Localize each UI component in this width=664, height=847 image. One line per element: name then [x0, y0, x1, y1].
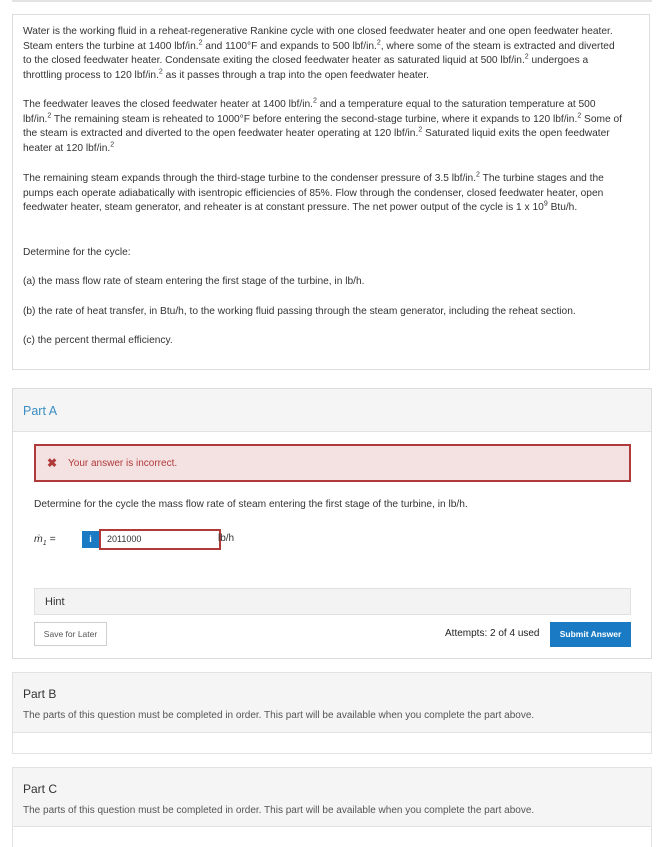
hint-label: Hint [45, 596, 65, 608]
top-divider [12, 0, 652, 2]
problem-statement [12, 14, 650, 370]
part-a-panel [12, 388, 652, 659]
part-c-panel [12, 767, 652, 847]
variable-label: ṁ$_1$ = [34, 533, 56, 548]
problem-paragraph-1: Water is the working fluid in a reheat-regenerative Rankine cycle with one closed feedwater heater and one open feedwater heater. Steam enters the turbine at 1400 lbf/in.$^2$ and 1100°F and expands to 500 lbf/in.$^2$, where some of the steam is extracted and diverted to the closed feedwater heater. Condensate exiting the closed feedwater heater as saturated liquid at 500 lbf/in.$^2$ undergoes a throttling process to 120 lbf/in.$^2$ as it passes through a trap into the open feedwater heater. [23, 26, 615, 81]
part-a-question: Determine for the cycle the mass flow rate of steam entering the first stage of the turbine, in lb/h. [34, 499, 468, 510]
error-x-icon: ✖ [47, 456, 58, 470]
part-b-footer [13, 732, 651, 753]
part-c-message: The parts of this question must be completed in order. This part will be available when you complete the part above. [23, 805, 535, 816]
save-for-later-button[interactable]: Save for Later [34, 622, 107, 646]
part-a-title: Part A [23, 404, 58, 418]
hint-bar[interactable] [34, 588, 631, 615]
part-b-panel [12, 672, 652, 754]
info-icon[interactable]: i [82, 531, 99, 548]
answer-input[interactable]: 2011000 [99, 529, 221, 550]
attempts-counter: Attempts: 2 of 4 used [445, 628, 540, 639]
determine-label: Determine for the cycle: [23, 247, 131, 258]
submit-answer-button[interactable]: Submit Answer [550, 622, 631, 647]
part-a-header[interactable] [13, 389, 651, 432]
part-c-title: Part C [23, 782, 58, 796]
problem-paragraph-3: The remaining steam expands through the third-stage turbine to the condenser pressure of 3.5 lbf/in.$^2$ The turbine stages and the pumps each operate adiabatically with isentropic efficiencies of 85%. Flow through the condenser, closed feedwater heater, open feedwater heater, steam generator, and reheater is at constant pressure. The net power output of the cycle is 1 x $10^9$ Btu/h. [23, 171, 604, 213]
error-message-box [34, 444, 631, 482]
problem-paragraph-2: The feedwater leaves the closed feedwater heater at 1400 lbf/in.$^2$ and a temperature equal to the saturation temperature at 500 lbf/in.$^2$ The remaining steam is reheated to 1000°F before entering the second-stage turbine, where it expands to 120 lbf/in.$^2$ Some of the steam is extracted and diverted to the open feedwater heater operating at 120 lbf/in.$^2$ Saturated liquid exits the open feedwater heater at 120 lbf/in.$^2$ [23, 97, 622, 154]
question-item-a: (a) the mass flow rate of steam entering the first stage of the turbine, in lb/h. [23, 276, 365, 287]
question-item-b: (b) the rate of heat transfer, in Btu/h, to the working fluid passing through the steam generator, including the reheat section. [23, 306, 576, 317]
error-message: Your answer is incorrect. [68, 458, 178, 469]
part-b-message: The parts of this question must be completed in order. This part will be available when you complete the part above. [23, 710, 535, 721]
unit-label: lb/h [218, 533, 235, 544]
part-b-title: Part B [23, 687, 57, 701]
question-item-c: (c) the percent thermal efficiency. [23, 335, 173, 346]
